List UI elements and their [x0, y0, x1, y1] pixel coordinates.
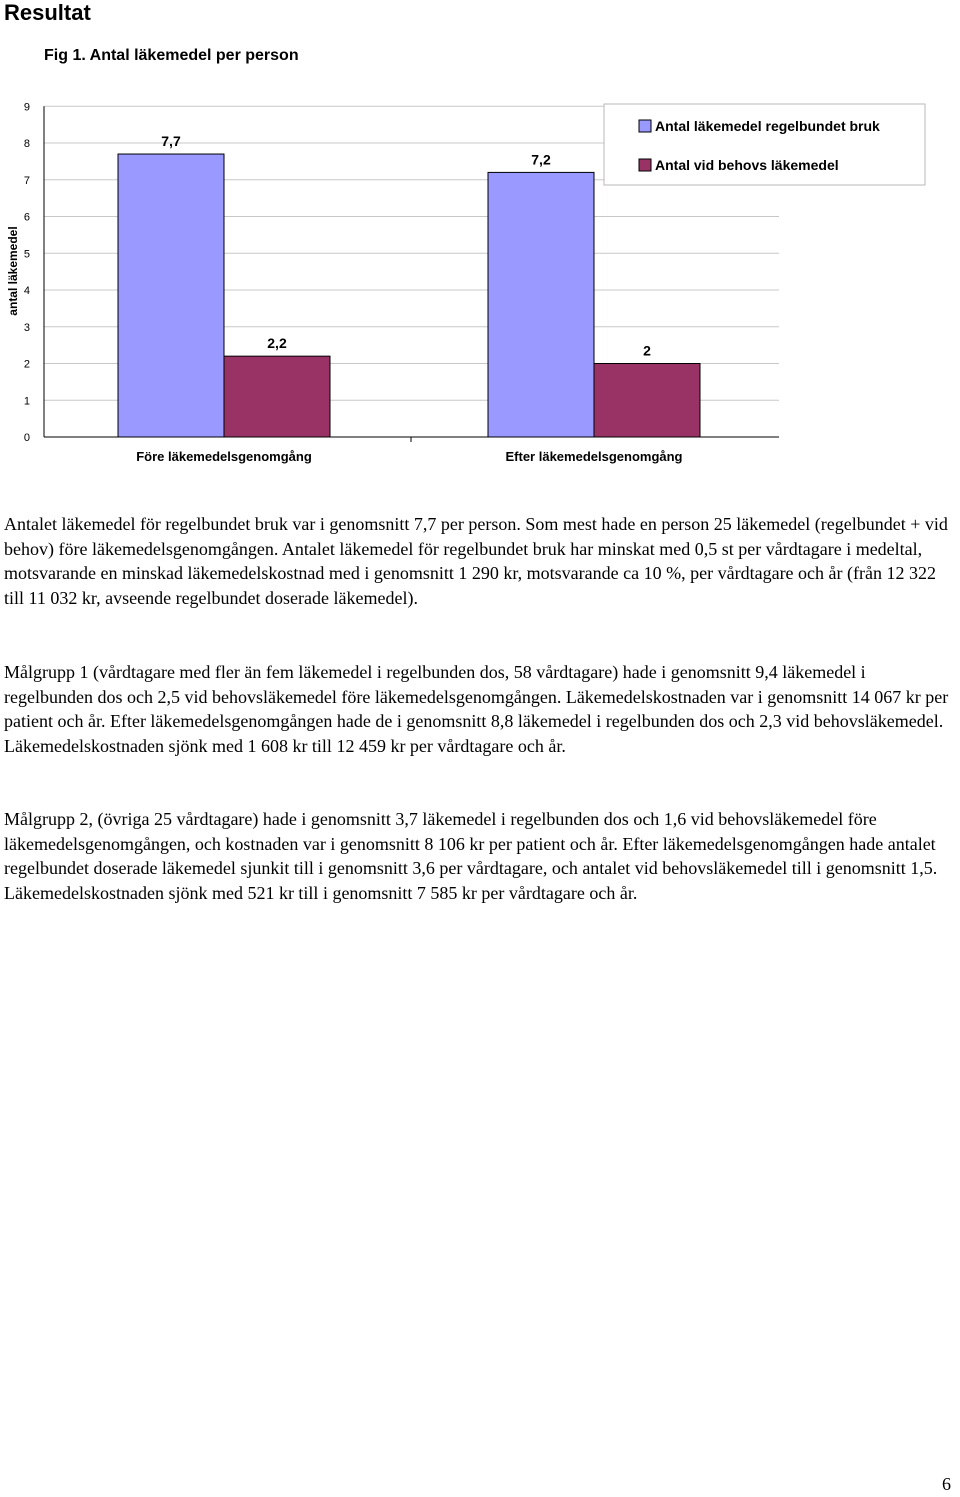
y-tick-label: 9 — [23, 101, 30, 114]
data-label: 2 — [643, 342, 651, 359]
legend — [604, 104, 925, 185]
bar — [224, 356, 330, 437]
target-group-1-paragraph: Målgrupp 1 (vårdtagare med fler än fem läkemedel i regelbunden dos, 58 vårdtagare) hade i genomsnitt 9,4 läkemedel i regelbunden dos och 2,5 vid behovsläkemedel före läkemedelsgenomgången. Läkemedelskostnaden var i genomsnitt 14 067 kr per patient och år. Efter läkemedelsgenomgången hade de i genomsnitt 8,8 läkemedel i regelbunden dos och 2,3 vid behovsläkemedel. Läkemedelskostnaden sjönk med 1 608 kr till 12 459 kr per vårdtagare och år. — [4, 662, 949, 756]
y-tick-label: 2 — [23, 358, 30, 371]
y-tick-label: 0 — [23, 432, 30, 444]
data-label: 7,2 — [531, 151, 551, 168]
y-tick-label: 3 — [23, 321, 30, 334]
x-category-label: Före läkemedelsgenomgång — [136, 449, 312, 464]
bar — [118, 154, 224, 437]
target-group-2-paragraph: Målgrupp 2, (övriga 25 vårdtagare) hade i genomsnitt 3,7 läkemedel i regelbunden dos och 1,6 vid behovsläkemedel före läkemedelsgenomgången, och kostnaden var i genomsnitt 8 106 kr per patient och år. Efter läkemedelsgenomgången hade antalet regelbundet doserade läkemedel sjunkit till i genomsnitt 3,6 per vårdtagare, och antalet vid behovsläkemedel till i genomsnitt 1,5. Läkemedelskostnaden sjönk med 521 kr till i genomsnitt 7 585 kr per vårdtagare och år. — [4, 809, 938, 903]
y-tick-label: 6 — [23, 211, 30, 224]
result-paragraph: Antalet läkemedel för regelbundet bruk var i genomsnitt 7,7 per person. Som mest hade en person 25 läkemedel (regelbundet + vid behov) före läkemedelsgenomgången. Antalet läkemedel för regelbundet bruk har minskat med 0,5 st per vårdtagare i medeltal, motsvarande en minskad läkemedelskostnad med i genomsnitt 1 290 kr, motsvarande ca 10 %, per vårdtagare och år (från 12 322 till 11 032 kr, avseende regelbundet doserade läkemedel). — [4, 514, 948, 608]
figure-title: Fig 1. Antal läkemedel per person — [44, 47, 299, 64]
page-number: 6 — [942, 1474, 951, 1494]
legend-label: Antal läkemedel regelbundet bruk — [655, 118, 880, 134]
bar — [594, 364, 700, 438]
y-tick-label: 7 — [23, 174, 30, 187]
y-tick-label: 1 — [23, 395, 30, 408]
legend-swatch — [639, 159, 651, 171]
y-tick-label: 5 — [23, 248, 30, 261]
y-tick-labels — [24, 101, 30, 444]
data-label: 2,2 — [267, 335, 287, 352]
x-category-label: Efter läkemedelsgenomgång — [505, 449, 683, 464]
x-category-labels — [136, 449, 682, 464]
section-heading: Resultat — [4, 0, 91, 25]
bar — [488, 172, 594, 437]
legend-swatch — [639, 120, 651, 132]
y-tick-label: 8 — [23, 138, 30, 150]
y-tick-label: 4 — [23, 285, 30, 297]
legend-label: Antal vid behovs läkemedel — [655, 157, 839, 173]
y-axis-label: antal läkemedel — [6, 226, 20, 316]
data-label: 7,7 — [161, 133, 181, 150]
bar-chart — [0, 80, 960, 480]
